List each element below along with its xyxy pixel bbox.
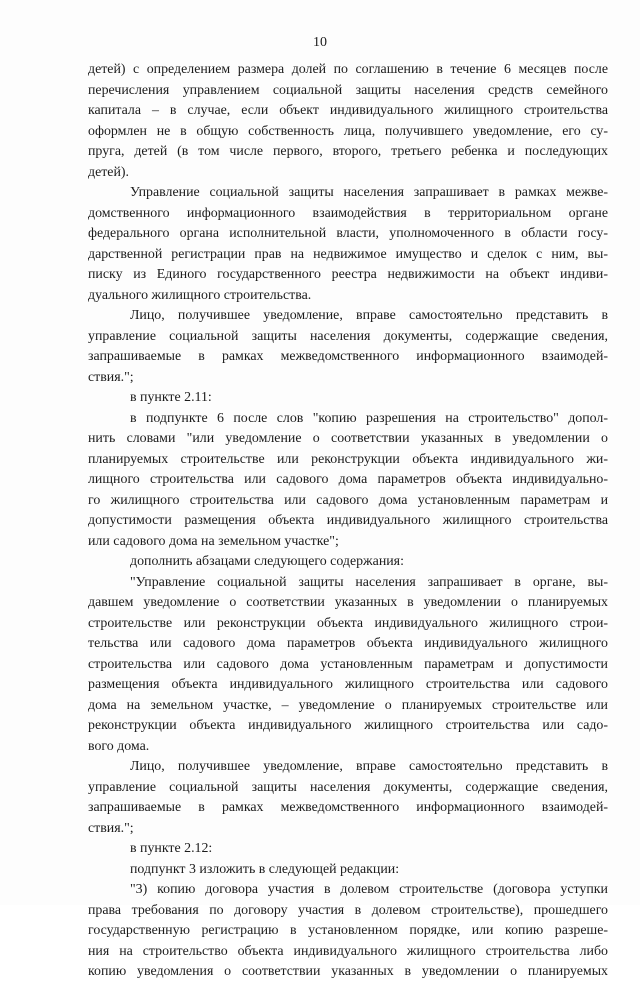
text-line: оформлен не в общую собственность лица, получившего уведомление, его су- bbox=[88, 123, 608, 139]
text-line: давшем уведомление о соответствии указанных в уведомлении о планируемых bbox=[88, 595, 608, 610]
text-line: детей) с определением размера долей по соглашению в течение 6 месяцев после bbox=[88, 62, 608, 77]
page-number: 10 bbox=[313, 35, 327, 50]
text-line: ствия."; bbox=[88, 820, 134, 836]
text-line: государственную регистрацию в установленном порядке, или копию разреше- bbox=[88, 923, 608, 938]
text-line: управление социальной защиты населения документы, содержащие сведения, bbox=[88, 328, 608, 344]
text-line: реконструкции объекта индивидуального жилищного строительства или садо- bbox=[88, 718, 608, 733]
text-line: Лицо, получившее уведомление, вправе самостоятельно представить в bbox=[130, 308, 608, 323]
text-line: дуального жилищного строительства. bbox=[88, 287, 312, 303]
text-line: размещения объекта индивидуального жилищного строительства или садового bbox=[88, 677, 608, 692]
text-line: или садового дома на земельном участке"; bbox=[88, 533, 339, 549]
text-line: копию уведомления о соответствии указанных в уведомлении о планируемых bbox=[88, 964, 608, 979]
text-line: дарственной регистрации прав на недвижимое имущество и сделок с ним, вы- bbox=[88, 246, 608, 262]
text-line: федерального органа исполнительной власти, уполномоченного в области госу- bbox=[88, 226, 608, 241]
text-line: строительстве или реконструкции объекта индивидуального жилищного строи- bbox=[88, 615, 608, 631]
text-line: управление социальной защиты населения документы, содержащие сведения, bbox=[88, 779, 608, 795]
text-line: "Управление социальной защиты населения запрашивает в органе, вы- bbox=[130, 574, 608, 590]
text-line: пруга, детей (в том числе первого, второго, третьего ребенка и последующих bbox=[88, 144, 608, 159]
text-line: "3) копию договора участия в долевом строительстве (договора уступки bbox=[130, 882, 608, 897]
text-line: перечисления управлением социальной защиты населения средств семейного bbox=[88, 82, 608, 98]
text-line: в пункте 2.11: bbox=[130, 390, 212, 405]
text-line: Управление социальной защиты населения запрашивает в рамках межве- bbox=[130, 185, 608, 200]
text-line: го жилищного строительства или садового дома установленным параметрам и bbox=[88, 492, 608, 508]
text-line: Лицо, получившее уведомление, вправе самостоятельно представить в bbox=[130, 759, 608, 774]
text-line: домственного информационного взаимодействия в территориальном органе bbox=[88, 205, 608, 221]
text-line: в пункте 2.12: bbox=[130, 841, 213, 856]
text-line: допустимости размещения объекта индивидуального жилищного строительства bbox=[88, 513, 608, 528]
text-line: ствия."; bbox=[88, 369, 134, 385]
text-line: вого дома. bbox=[88, 738, 150, 754]
text-line: строительства или садового дома установленным параметрам и допустимости bbox=[88, 656, 608, 672]
text-line: тельства или садового дома параметров объекта индивидуального жилищного bbox=[88, 636, 608, 651]
text-line: писку из Единого государственного реестра недвижимости на объект индиви- bbox=[88, 267, 608, 282]
text-line: права требования по договору участия в долевом строительстве), прошедшего bbox=[88, 902, 608, 918]
text-line: лищного строительства или садового дома параметров объекта индивидуально- bbox=[88, 472, 608, 487]
text-line: запрашиваемые в рамках межведомственного информационного взаимодей- bbox=[88, 800, 608, 815]
text-line: запрашиваемые в рамках межведомственного информационного взаимодей- bbox=[88, 349, 608, 364]
text-line: дома на земельном участке, – уведомление о планируемых строительстве или bbox=[88, 697, 608, 713]
text-line: детей). bbox=[88, 164, 130, 180]
text-line: в подпункте 6 после слов "копию разрешения на строительство" допол- bbox=[130, 410, 608, 426]
text-line: капитала – в случае, если объект индивидуального жилищного строительства bbox=[88, 103, 608, 118]
text-line: планируемых строительстве или реконструкции объекта индивидуального жи- bbox=[88, 451, 608, 467]
text-line: ния на строительство объекта индивидуального жилищного строительства либо bbox=[88, 943, 608, 959]
text-line: дополнить абзацами следующего содержания: bbox=[130, 554, 404, 569]
text-line: подпункт 3 изложить в следующей редакции: bbox=[130, 861, 400, 877]
document-body bbox=[88, 60, 608, 983]
text-line: нить словами "или уведомление о соответствии указанных в уведомлении о bbox=[88, 431, 608, 446]
